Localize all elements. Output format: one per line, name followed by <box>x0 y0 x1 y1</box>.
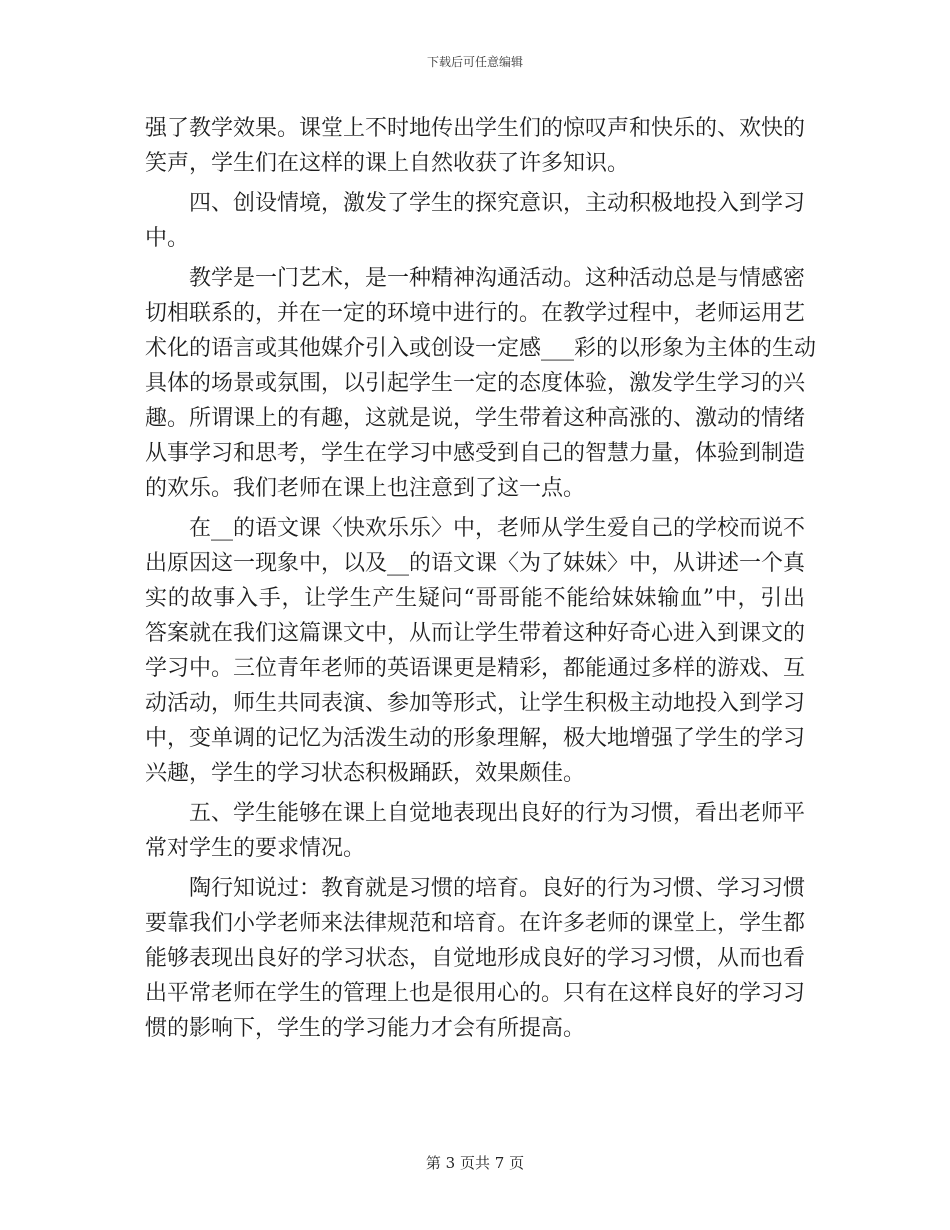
text-line: 笑声，学生们在这样的课上自然收获了许多知识。 <box>145 151 630 176</box>
text-line: 四、创设情境，激发了学生的探究意识，主动积极地投入到学习 <box>189 191 806 216</box>
text-line: 五、学生能够在课上自觉地表现出良好的行为习惯，看出老师平 <box>189 801 806 826</box>
text-line: 的欢乐。我们老师在课上也注意到了这一点。 <box>145 476 586 501</box>
text-line: 陶行知说过：教育就是习惯的培育。良好的行为习惯、学习习惯 <box>189 876 806 901</box>
text-line: 趣。所谓课上的有趣，这就是说，学生带着这种高涨的、激动的情绪 <box>145 406 806 431</box>
text-line: 术化的语言或其他媒介引入或创设一定感___彩的以形象为主体的生动 <box>145 336 817 361</box>
text-line: 具体的场景或氛围，以引起学生一定的态度体验，激发学生学习的兴 <box>145 371 806 396</box>
text-line: 出平常老师在学生的管理上也是很用心的。只有在这样良好的学习习 <box>145 981 806 1006</box>
text-line: 在__的语文课〈快欢乐乐〉中，老师从学生爱自己的学校而说不 <box>189 516 806 541</box>
text-line: 中，变单调的记忆为活泼生动的形象理解，极大地增强了学生的学习 <box>145 726 806 751</box>
text-line: 惯的影响下，学生的学习能力才会有所提高。 <box>145 1016 586 1041</box>
text-line: 常对学生的要求情况。 <box>145 836 366 861</box>
text-line: 强了教学效果。课堂上不时地传出学生们的惊叹声和快乐的、欢快的 <box>145 116 806 141</box>
document-body <box>145 111 817 1046</box>
text-line: 能够表现出良好的学习状态，自觉地形成良好的学习习惯，从而也看 <box>145 946 806 971</box>
text-line: 切相联系的，并在一定的环境中进行的。在教学过程中，老师运用艺 <box>145 301 806 326</box>
paragraph <box>145 871 805 1046</box>
text-line: 答案就在我们这篇课文中，从而让学生带着这种好奇心进入到课文的 <box>145 621 806 646</box>
text-line: 出原因这一现象中，以及__的语文课〈为了妹妹〉中，从讲述一个真 <box>145 551 806 576</box>
paragraph-continuation <box>145 111 805 181</box>
text-line: 学习中。三位青年老师的英语课更是精彩，都能通过多样的游戏、互 <box>145 656 806 681</box>
text-line: 动活动，师生共同表演、参加等形式，让学生积极主动地投入到学习 <box>145 691 806 716</box>
paragraph <box>145 261 817 506</box>
page-header-note: 下载后可任意编辑 <box>426 55 523 69</box>
text-line: 兴趣，学生的学习状态积极踊跃，效果颇佳。 <box>145 761 586 786</box>
text-line: 实的故事入手，让学生产生疑问“哥哥能不能给妹妹输血”中，引出 <box>145 586 805 611</box>
section-heading-four <box>145 186 805 256</box>
text-line: 教学是一门艺术，是一种精神沟通活动。这种活动总是与情感密 <box>189 266 806 291</box>
text-line: 要靠我们小学老师来法律规范和培育。在许多老师的课堂上，学生都 <box>145 911 806 936</box>
page-number: 第 3 页共 7 页 <box>425 1154 525 1172</box>
paragraph <box>145 511 805 791</box>
text-line: 中。 <box>145 226 190 251</box>
section-heading-five <box>145 796 805 866</box>
text-line: 从事学习和思考，学生在学习中感受到自己的智慧力量，体验到制造 <box>145 441 806 466</box>
